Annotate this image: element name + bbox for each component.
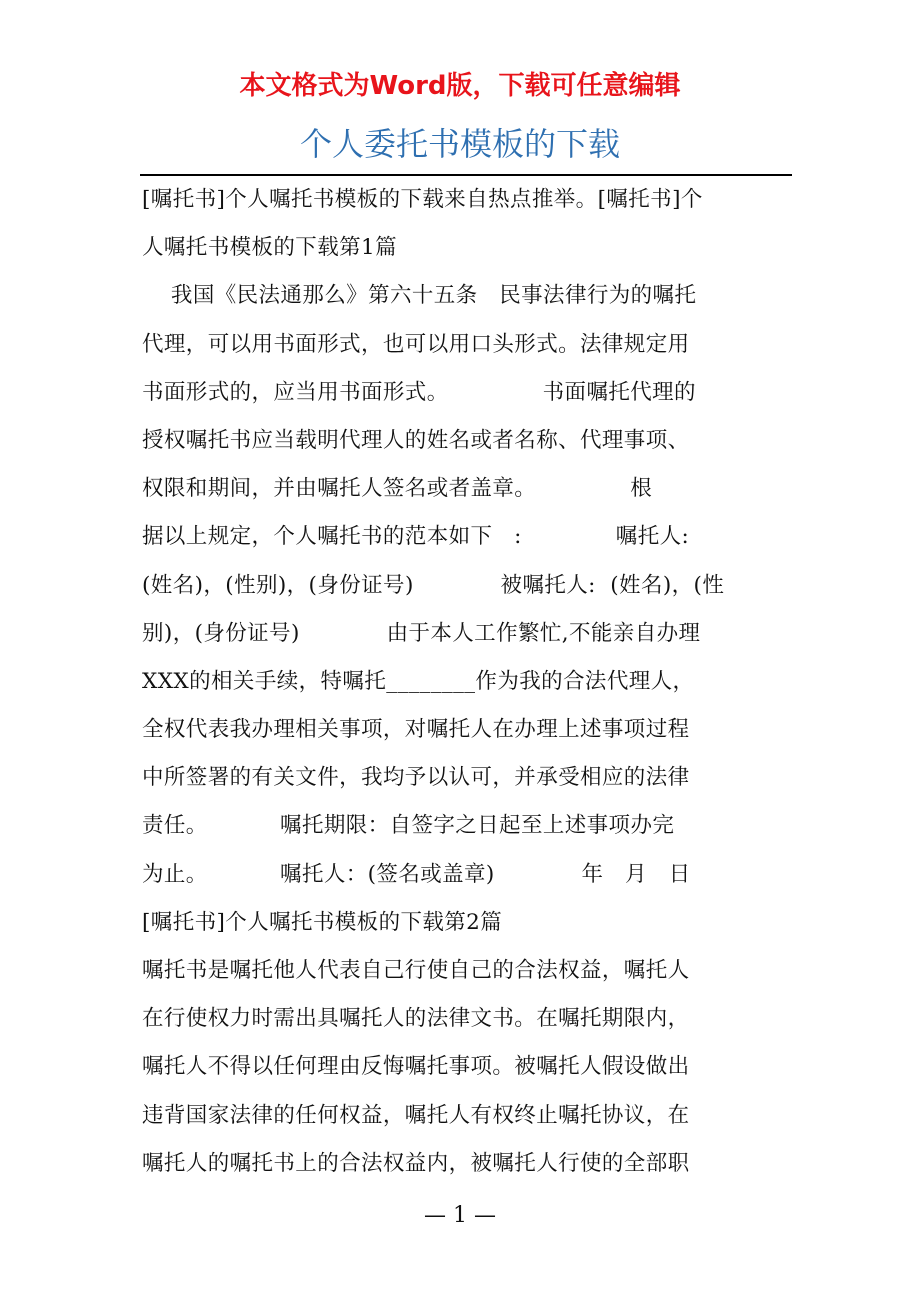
body-line: 为止。 嘱托人：(签名或盖章) 年 月 日 (142, 861, 691, 887)
body-line: 代理，可以用书面形式，也可以用口头形式。法律规定用 (142, 331, 690, 357)
body-line: 我国《民法通那么》第六十五条 民事法律行为的嘱托 (142, 283, 697, 309)
body-line: 据以上规定，个人嘱托书的范本如下 : 嘱托人: (142, 524, 690, 550)
body-line: [嘱托书]个人嘱托书模板的下载来自热点推举。[嘱托书]个 (142, 187, 703, 212)
body-line: 在行使权力时需出具嘱托人的法律文书。在嘱托期限内， (142, 1006, 690, 1032)
body-line: (姓名)，(性别)，(身份证号) 被嘱托人: (姓名)，(性 (142, 572, 725, 598)
body-line: XXX的相关手续，特嘱托________作为我的合法代理人， (142, 668, 695, 694)
body-line: 嘱托人不得以任何理由反悔嘱托事项。被嘱托人假设做出 (142, 1054, 690, 1080)
document-body (142, 180, 794, 1192)
document-title: 个人委托书模板的下载 (299, 125, 620, 163)
page-number: — 1 — (424, 1203, 496, 1228)
title-divider (140, 174, 792, 176)
body-line: 全权代表我办理相关事项，对嘱托人在办理上述事项过程 (142, 717, 690, 743)
body-line: 别)，(身份证号) 由于本人工作繁忙,不能亲自办理 (142, 620, 701, 646)
body-line: [嘱托书]个人嘱托书模板的下载第2篇 (142, 909, 503, 935)
body-line: 授权嘱托书应当载明代理人的姓名或者名称、代理事项、 (142, 427, 690, 453)
body-line: 中所签署的有关文件，我均予以认可，并承受相应的法律 (142, 765, 690, 791)
body-line: 书面形式的，应当用书面形式。 书面嘱托代理的 (142, 379, 696, 405)
body-line: 责任。 嘱托期限：自签字之日起至上述事项办完 (142, 813, 675, 839)
body-line: 嘱托人的嘱托书上的合法权益内，被嘱托人行使的全部职 (142, 1150, 690, 1176)
body-line: 人嘱托书模板的下载第1篇 (142, 235, 397, 261)
body-line: 嘱托书是嘱托他人代表自己行使自己的合法权益，嘱托人 (142, 958, 690, 983)
format-notice-banner: 本文格式为Word版，下载可任意编辑 (239, 71, 681, 101)
body-line: 权限和期间，并由嘱托人签名或者盖章。 根 (142, 476, 653, 502)
body-line: 违背国家法律的任何权益，嘱托人有权终止嘱托协议，在 (142, 1102, 690, 1128)
